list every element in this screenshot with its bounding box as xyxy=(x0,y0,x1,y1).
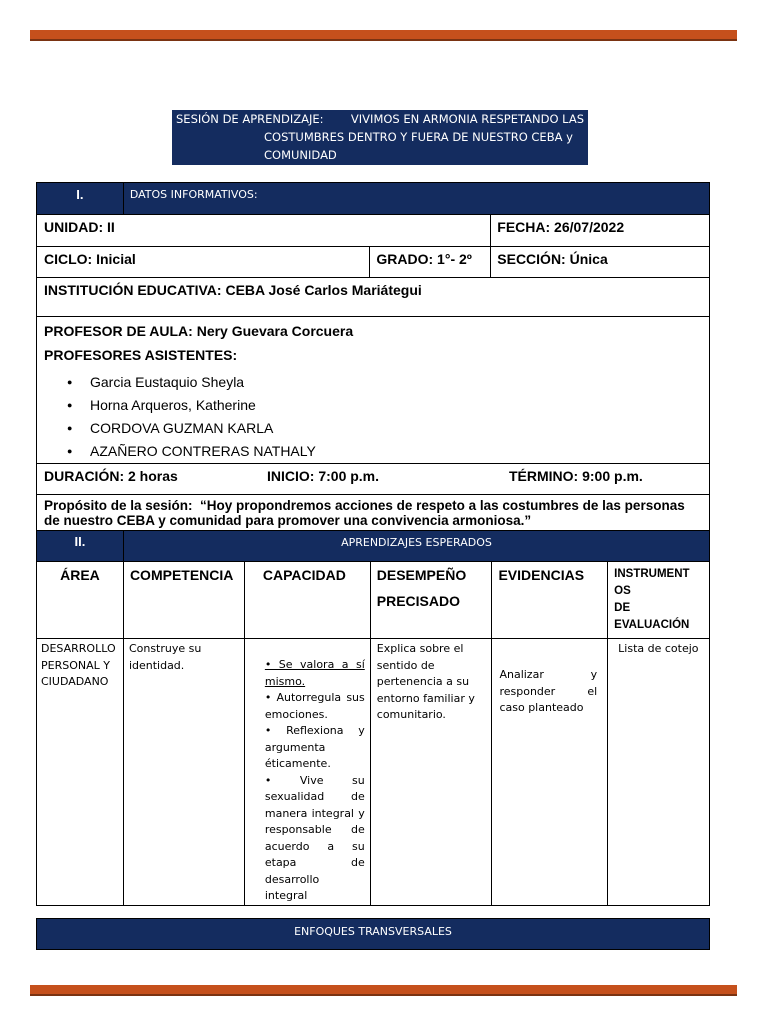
list-item: ● Garcia Eustaquio Sheyla xyxy=(44,371,702,394)
list-item: ● CORDOVA GUZMAN KARLA xyxy=(44,417,702,440)
section-1-title: DATOS INFORMATIVOS: xyxy=(123,183,709,215)
capacidad-item: • Vive su sexualidad de manera integral y responsable de acuerdo a su etapa de desarrollo integral xyxy=(264,773,365,902)
proposito-text: “Hoy propondremos acciones de respeto a las costumbres de las personas de nuestro CEBA y comunidad para promover una convivencia armoniosa.” xyxy=(44,498,685,528)
list-item: ● AZAÑERO CONTRERAS NATHALY xyxy=(44,440,702,463)
grado-field: GRADO: 1°- 2º xyxy=(370,247,491,278)
competencia-cell: Construye su identidad. xyxy=(123,639,244,906)
fecha-field: FECHA: 26/07/2022 xyxy=(491,215,710,247)
instrumento-cell: Lista de cotejo xyxy=(608,639,710,906)
header-desempeno: DESEMPEÑO PRECISADO xyxy=(370,562,492,639)
profesores-cell xyxy=(37,317,710,464)
profesores-asistentes-label: PROFESORES ASISTENTES: xyxy=(44,347,238,363)
datos-informativos-table xyxy=(36,182,710,533)
evidencias-cell: Analizar y responder el caso planteado xyxy=(492,639,608,906)
profesor-aula: PROFESOR DE AULA: Nery Guevara Corcuera xyxy=(44,323,354,339)
title-line1-left: SESIÓN DE APRENDIZAJE: xyxy=(176,112,324,126)
section-2-title: APRENDIZAJES ESPERADOS xyxy=(123,531,709,562)
inicio-field: INICIO: 7:00 p.m. xyxy=(267,468,380,484)
title-line1-right: VIVIMOS EN ARMONIA RESPETANDO LAS xyxy=(350,112,584,126)
title-line2: COSTUMBRES DENTRO Y FUERA DE NUESTRO CEBA y xyxy=(264,130,573,144)
section-1-number: I. xyxy=(37,183,124,215)
header-evidencias: EVIDENCIAS xyxy=(492,562,608,639)
ciclo-field: CICLO: Inicial xyxy=(37,247,370,278)
enfoques-transversales-banner: ENFOQUES TRANSVERSALES xyxy=(36,918,710,950)
bottom-decorative-bar xyxy=(30,985,737,994)
termino-field: TÉRMINO: 9:00 p.m. xyxy=(509,468,643,484)
header-capacidad: CAPACIDAD xyxy=(244,562,370,639)
aprendizajes-table xyxy=(36,530,710,906)
header-instrumentos: INSTRUMENT OS DE EVALUACIÓN xyxy=(608,562,710,639)
desempeno-cell: Explica sobre el sentido de pertenencia a su entorno familiar y comunitario. xyxy=(370,639,492,906)
asistentes-list xyxy=(44,371,702,463)
horario-row xyxy=(37,464,710,495)
unidad-field: UNIDAD: II xyxy=(37,215,491,247)
capacidad-item: • Reflexiona y argumenta éticamente. xyxy=(264,724,365,770)
session-title-banner xyxy=(172,110,588,165)
list-item: ● Horna Arqueros, Katherine xyxy=(44,394,702,417)
capacidad-item: • Autorregula sus emociones. xyxy=(264,691,365,721)
proposito-label: Propósito de la sesión: xyxy=(44,498,193,513)
header-competencia: COMPETENCIA xyxy=(123,562,244,639)
proposito-cell xyxy=(37,495,710,533)
duracion-field: DURACIÓN: 2 horas xyxy=(44,468,178,484)
section-2-number: II. xyxy=(37,531,124,562)
top-decorative-bar xyxy=(30,30,737,39)
capacidad-cell xyxy=(244,639,370,906)
institucion-field: INSTITUCIÓN EDUCATIVA: CEBA José Carlos Mariátegui xyxy=(37,278,710,317)
title-line3: COMUNIDAD xyxy=(264,148,337,162)
header-area: ÁREA xyxy=(37,562,124,639)
capacidad-item: • Se valora a sí mismo. xyxy=(264,658,365,688)
area-cell: DESARROLLO PERSONAL Y CIUDADANO xyxy=(37,639,124,906)
seccion-field: SECCIÓN: Única xyxy=(491,247,710,278)
